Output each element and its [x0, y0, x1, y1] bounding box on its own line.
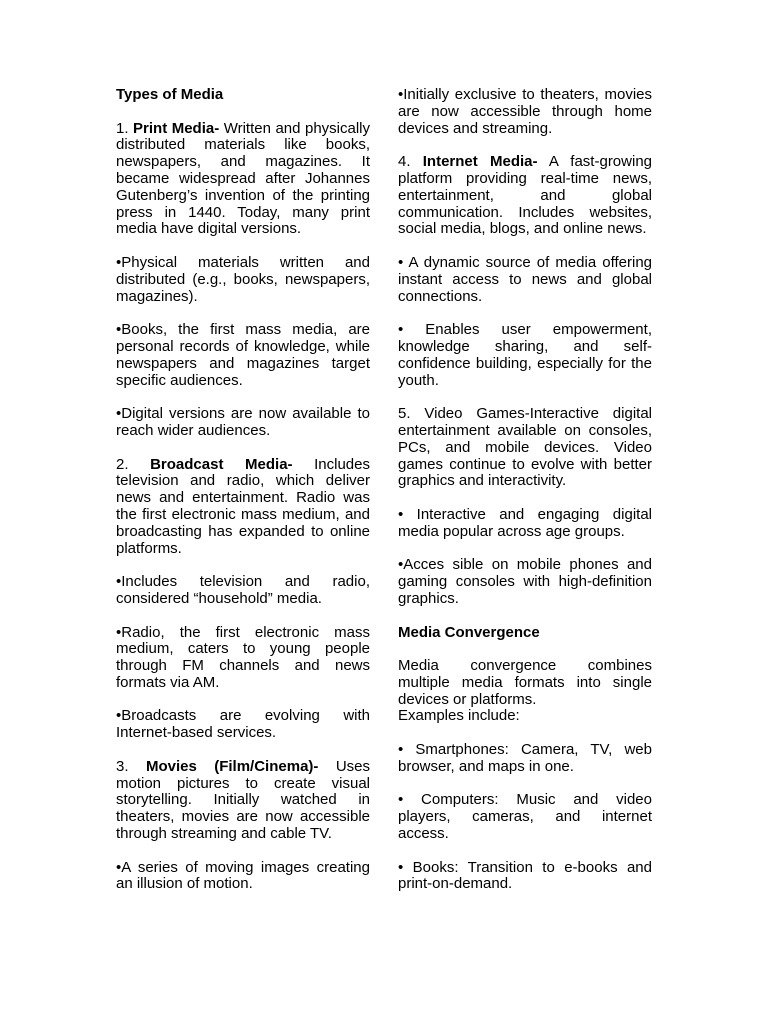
broadcast-bullet-internet: •Broadcasts are evolving with Internet-based services. — [116, 707, 370, 742]
broadcast-media-text: Includes television and radio, which deliver news and entertainment. Radio was the first electronic mass medium, and broadcasting has expanded to online platforms. — [116, 455, 370, 557]
example-computers: • Computers: Music and video players, cameras, and internet access. — [398, 791, 652, 843]
video-games-paragraph: 5. Video Games-Interactive digital entertainment available on consoles, PCs, and mobile devices. Video games continue to evolve with better graphics and interactivity. — [398, 405, 652, 490]
print-bullet-books: •Books, the first mass media, are personal records of knowledge, while newspapers and magazines target specific audiences. — [116, 321, 370, 389]
print-media-number: 1. — [116, 119, 129, 137]
right-column — [398, 87, 652, 893]
media-convergence-text: Media convergence combines multiple media formats into single devices or platforms. — [398, 657, 652, 708]
print-media-paragraph — [116, 121, 370, 239]
internet-bullet-dynamic: • A dynamic source of media offering instant access to news and global connections. — [398, 253, 652, 305]
movies-title: Movies (Film/Cinema)- — [145, 757, 319, 775]
internet-bullet-empowerment: • Enables user empowerment, knowledge sharing, and self-confidence building, especially for the youth. — [398, 321, 652, 389]
movies-bullet-theaters: •Initially exclusive to theaters, movies are now accessible through home devices and streaming. — [398, 86, 652, 137]
movies-text: Uses motion pictures to create visual storytelling. Initially watched in theaters, movies are now accessible through streaming and cable TV. — [116, 757, 371, 843]
print-bullet-digital: •Digital versions are now available to reach wider audiences. — [116, 405, 370, 439]
broadcast-bullet-household: •Includes television and radio, considered “household” media. — [116, 573, 370, 607]
movies-paragraph — [116, 759, 370, 843]
movies-number: 3. — [116, 757, 129, 775]
broadcast-media-title: Broadcast Media- — [150, 455, 293, 473]
print-bullet-physical: •Physical materials written and distributed (e.g., books, newspapers, magazines). — [116, 253, 370, 305]
media-convergence-heading: Media Convergence — [398, 623, 540, 641]
page-heading: Types of Media — [116, 86, 224, 103]
internet-media-paragraph — [398, 154, 652, 238]
games-bullet-engaging: • Interactive and engaging digital media popular across age groups. — [398, 505, 652, 540]
games-bullet-mobile: •Acces sible on mobile phones and gaming consoles with high-definition graphics. — [398, 556, 652, 607]
internet-media-number: 4. — [398, 153, 411, 171]
broadcast-media-paragraph — [116, 457, 370, 558]
print-media-title: Print Media- — [133, 119, 220, 137]
left-column — [116, 87, 370, 893]
examples-label: Examples include: — [398, 707, 520, 725]
movies-bullet-motion: •A series of moving images creating an illusion of motion. — [116, 858, 370, 893]
example-books: • Books: Transition to e-books and print-on-demand. — [398, 858, 652, 893]
internet-media-title: Internet Media- — [422, 153, 538, 171]
internet-media-text: A fast-growing platform providing real-time news, entertainment, and global communication. Includes websites, social media, blogs, and online news. — [398, 153, 653, 238]
broadcast-media-number: 2. — [116, 455, 129, 473]
broadcast-bullet-radio: •Radio, the first electronic mass medium, caters to young people through FM channels and news formats via AM. — [116, 623, 370, 691]
example-smartphones: • Smartphones: Camera, TV, web browser, and maps in one. — [398, 741, 652, 775]
print-media-text: Written and physically distributed materials like books, newspapers, and magazines. It became widespread after Johannes Gutenberg’s invention of the printing press in 1440. Today, many print media have digital versions. — [116, 119, 371, 238]
